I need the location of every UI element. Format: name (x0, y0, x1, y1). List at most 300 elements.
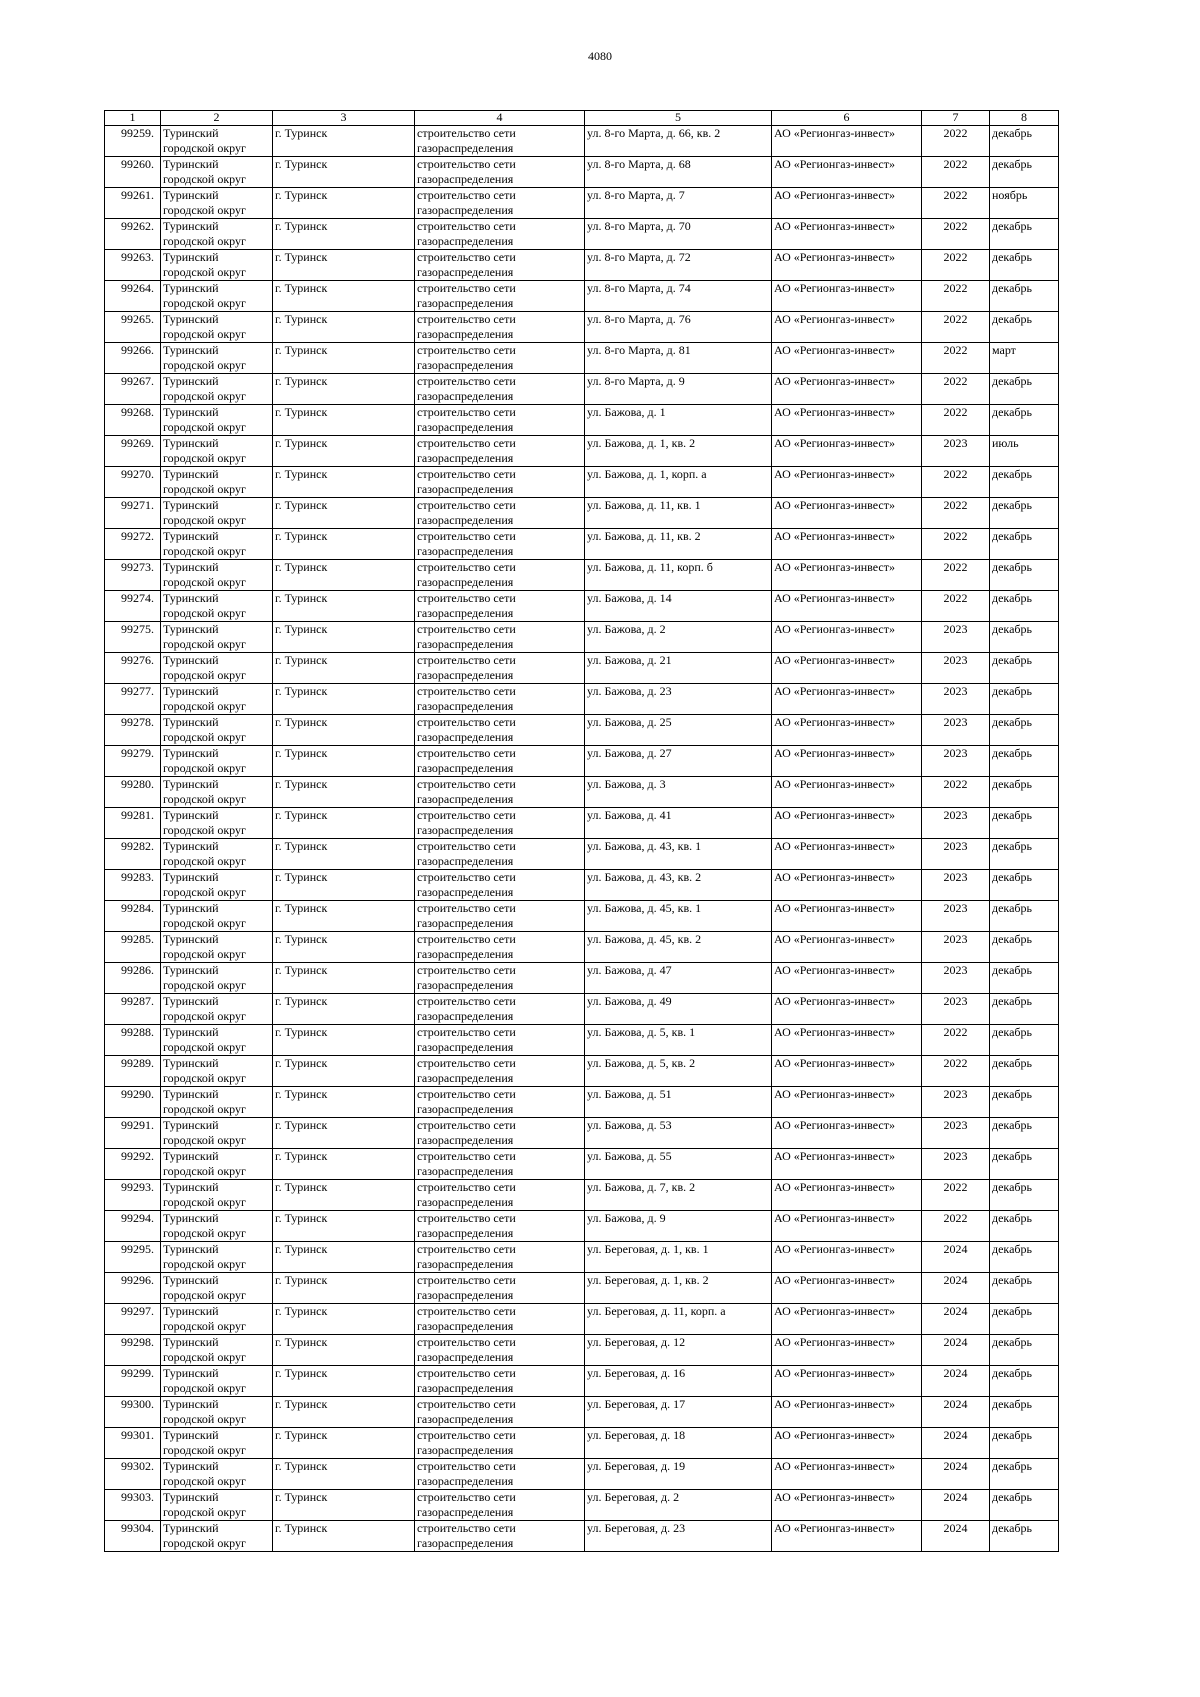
organization-cell (772, 932, 922, 963)
district-cell (161, 653, 273, 684)
month-cell-text: декабрь (992, 870, 1032, 884)
year-cell (922, 467, 990, 498)
organization-cell-text: АО «Регионгаз-инвест» (774, 1490, 895, 1504)
row-number-text: 99297. (121, 1304, 154, 1318)
town-cell (273, 1180, 415, 1211)
year-cell (922, 1335, 990, 1366)
row-number-text: 99266. (121, 343, 154, 357)
organization-cell-text: АО «Регионгаз-инвест» (774, 963, 895, 977)
organization-cell (772, 1180, 922, 1211)
month-cell (990, 1304, 1059, 1335)
work-type-cell (415, 901, 585, 932)
month-cell-text: декабрь (992, 1242, 1032, 1256)
row-number (105, 1149, 161, 1180)
organization-cell-text: АО «Регионгаз-инвест» (774, 622, 895, 636)
organization-cell (772, 1025, 922, 1056)
table-row (105, 1397, 1059, 1428)
organization-cell (772, 653, 922, 684)
row-number-text: 99272. (121, 529, 154, 543)
table-row (105, 653, 1059, 684)
row-number (105, 932, 161, 963)
year-cell-text: 2022 (943, 1180, 968, 1194)
month-cell-text: декабрь (992, 1304, 1032, 1318)
table-row (105, 1087, 1059, 1118)
town-cell-text: г. Туринск (275, 591, 328, 605)
work-type-cell-text: строительство сети газораспределения (417, 653, 516, 682)
district-cell-text: Туринский городской округ (163, 932, 246, 961)
district-cell-text: Туринский городской округ (163, 1056, 246, 1085)
organization-cell (772, 312, 922, 343)
row-number (105, 529, 161, 560)
work-type-cell (415, 746, 585, 777)
work-type-cell (415, 374, 585, 405)
month-cell (990, 1273, 1059, 1304)
row-number-text: 99289. (121, 1056, 154, 1070)
year-cell (922, 746, 990, 777)
year-cell-text: 2022 (943, 374, 968, 388)
district-cell-text: Туринский городской округ (163, 1304, 246, 1333)
town-cell-text: г. Туринск (275, 498, 328, 512)
district-cell-text: Туринский городской округ (163, 1025, 246, 1054)
district-cell-text: Туринский городской округ (163, 777, 246, 806)
district-cell (161, 312, 273, 343)
row-number (105, 963, 161, 994)
year-cell-text: 2023 (943, 1149, 968, 1163)
year-cell-text: 2024 (943, 1521, 968, 1535)
town-cell-text: г. Туринск (275, 1211, 328, 1225)
year-cell (922, 281, 990, 312)
town-cell-text: г. Туринск (275, 467, 328, 481)
work-type-cell-text: строительство сети газораспределения (417, 746, 516, 775)
row-number-text: 99265. (121, 312, 154, 326)
row-number (105, 870, 161, 901)
district-cell-text: Туринский городской округ (163, 870, 246, 899)
organization-cell-text: АО «Регионгаз-инвест» (774, 1025, 895, 1039)
month-cell-text: декабрь (992, 1521, 1032, 1535)
address-cell-text: ул. Береговая, д. 1, кв. 2 (587, 1273, 709, 1287)
address-cell-text: ул. 8-го Марта, д. 9 (587, 374, 685, 388)
town-cell-text: г. Туринск (275, 1087, 328, 1101)
district-cell-text: Туринский городской округ (163, 529, 246, 558)
work-type-cell (415, 839, 585, 870)
organization-cell-text: АО «Регионгаз-инвест» (774, 1242, 895, 1256)
organization-cell (772, 374, 922, 405)
organization-cell-text: АО «Регионгаз-инвест» (774, 219, 895, 233)
organization-cell-text: АО «Регионгаз-инвест» (774, 1397, 895, 1411)
district-cell (161, 374, 273, 405)
year-cell-text: 2024 (943, 1490, 968, 1504)
work-type-cell (415, 157, 585, 188)
row-number (105, 219, 161, 250)
organization-cell-text: АО «Регионгаз-инвест» (774, 1366, 895, 1380)
town-cell-text: г. Туринск (275, 1056, 328, 1070)
organization-cell-text: АО «Регионгаз-инвест» (774, 653, 895, 667)
organization-cell-text: АО «Регионгаз-инвест» (774, 1273, 895, 1287)
town-cell-text: г. Туринск (275, 343, 328, 357)
town-cell (273, 622, 415, 653)
month-cell-text: декабрь (992, 281, 1032, 295)
month-cell (990, 808, 1059, 839)
organization-cell-text: АО «Регионгаз-инвест» (774, 591, 895, 605)
organization-cell (772, 1490, 922, 1521)
town-cell-text: г. Туринск (275, 1273, 328, 1287)
table-row (105, 560, 1059, 591)
table-body (105, 111, 1059, 1552)
row-number (105, 746, 161, 777)
month-cell-text: декабрь (992, 901, 1032, 915)
row-number-text: 99271. (121, 498, 154, 512)
work-type-cell (415, 1490, 585, 1521)
year-cell-text: 2023 (943, 622, 968, 636)
district-cell-text: Туринский городской округ (163, 1428, 246, 1457)
row-number (105, 777, 161, 808)
work-type-cell-text: строительство сети газораспределения (417, 1242, 516, 1271)
row-number (105, 498, 161, 529)
month-cell (990, 901, 1059, 932)
work-type-cell (415, 250, 585, 281)
town-cell (273, 1149, 415, 1180)
town-cell (273, 560, 415, 591)
district-cell-text: Туринский городской округ (163, 1397, 246, 1426)
work-type-cell-text: строительство сети газораспределения (417, 529, 516, 558)
year-cell (922, 1025, 990, 1056)
district-cell-text: Туринский городской округ (163, 250, 246, 279)
year-cell-text: 2023 (943, 963, 968, 977)
row-number-text: 99303. (121, 1490, 154, 1504)
work-type-cell-text: строительство сети газораспределения (417, 839, 516, 868)
district-cell (161, 529, 273, 560)
row-number (105, 281, 161, 312)
year-cell-text: 2022 (943, 312, 968, 326)
district-cell-text: Туринский городской округ (163, 839, 246, 868)
organization-cell-text: АО «Регионгаз-инвест» (774, 343, 895, 357)
town-cell (273, 374, 415, 405)
address-cell-text: ул. Береговая, д. 11, корп. а (587, 1304, 726, 1318)
address-cell (585, 1459, 772, 1490)
town-cell (273, 405, 415, 436)
month-cell-text: декабрь (992, 1180, 1032, 1194)
town-cell-text: г. Туринск (275, 188, 328, 202)
year-cell (922, 1397, 990, 1428)
district-cell (161, 281, 273, 312)
month-cell (990, 1366, 1059, 1397)
work-type-cell (415, 219, 585, 250)
year-cell-text: 2024 (943, 1304, 968, 1318)
organization-cell (772, 777, 922, 808)
district-cell-text: Туринский городской округ (163, 808, 246, 837)
town-cell-text: г. Туринск (275, 963, 328, 977)
table-row (105, 219, 1059, 250)
work-type-cell-text: строительство сети газораспределения (417, 436, 516, 465)
organization-cell (772, 1366, 922, 1397)
district-cell-text: Туринский городской округ (163, 622, 246, 651)
year-cell-text: 2024 (943, 1366, 968, 1380)
district-cell (161, 591, 273, 622)
row-number-text: 99290. (121, 1087, 154, 1101)
town-cell (273, 1056, 415, 1087)
district-cell-text: Туринский городской округ (163, 1459, 246, 1488)
address-cell-text: ул. Бажова, д. 49 (587, 994, 672, 1008)
row-number (105, 684, 161, 715)
row-number-text: 99288. (121, 1025, 154, 1039)
month-cell-text: декабрь (992, 498, 1032, 512)
town-cell (273, 1025, 415, 1056)
district-cell (161, 808, 273, 839)
row-number (105, 560, 161, 591)
work-type-cell (415, 498, 585, 529)
year-cell-text: 2023 (943, 684, 968, 698)
district-cell-text: Туринский городской округ (163, 467, 246, 496)
address-cell-text: ул. Береговая, д. 19 (587, 1459, 686, 1473)
district-cell-text: Туринский городской округ (163, 1149, 246, 1178)
month-cell-text: июль (992, 436, 1019, 450)
town-cell-text: г. Туринск (275, 312, 328, 326)
year-cell (922, 932, 990, 963)
address-cell (585, 1521, 772, 1552)
organization-cell-text: АО «Регионгаз-инвест» (774, 1304, 895, 1318)
table-row (105, 1521, 1059, 1552)
row-number (105, 715, 161, 746)
month-cell (990, 1397, 1059, 1428)
address-cell (585, 250, 772, 281)
organization-cell (772, 839, 922, 870)
month-cell (990, 715, 1059, 746)
work-type-cell-text: строительство сети газораспределения (417, 1273, 516, 1302)
organization-cell-text: АО «Регионгаз-инвест» (774, 870, 895, 884)
organization-cell (772, 343, 922, 374)
district-cell (161, 1025, 273, 1056)
row-number-text: 99296. (121, 1273, 154, 1287)
address-cell-text: ул. Бажова, д. 23 (587, 684, 672, 698)
month-cell-text: декабрь (992, 1056, 1032, 1070)
row-number (105, 1459, 161, 1490)
district-cell-text: Туринский городской округ (163, 281, 246, 310)
town-cell-text: г. Туринск (275, 1242, 328, 1256)
district-cell (161, 1273, 273, 1304)
month-cell (990, 436, 1059, 467)
month-cell-text: декабрь (992, 746, 1032, 760)
month-cell (990, 684, 1059, 715)
organization-cell (772, 901, 922, 932)
month-cell (990, 281, 1059, 312)
row-number (105, 808, 161, 839)
address-cell (585, 1149, 772, 1180)
town-cell-text: г. Туринск (275, 1118, 328, 1132)
month-cell-text: декабрь (992, 1087, 1032, 1101)
work-type-cell-text: строительство сети газораспределения (417, 498, 516, 527)
month-cell (990, 467, 1059, 498)
year-cell (922, 1273, 990, 1304)
work-type-cell-text: строительство сети газораспределения (417, 963, 516, 992)
work-type-cell-text: строительство сети газораспределения (417, 715, 516, 744)
organization-cell (772, 870, 922, 901)
work-type-cell-text: строительство сети газораспределения (417, 343, 516, 372)
year-cell (922, 591, 990, 622)
month-cell (990, 622, 1059, 653)
work-type-cell-text: строительство сети газораспределения (417, 219, 516, 248)
address-cell (585, 963, 772, 994)
district-cell-text: Туринский городской округ (163, 1087, 246, 1116)
table-row (105, 467, 1059, 498)
district-cell (161, 436, 273, 467)
work-type-cell-text: строительство сети газораспределения (417, 808, 516, 837)
town-cell (273, 1304, 415, 1335)
year-cell-text: 2022 (943, 529, 968, 543)
district-cell (161, 963, 273, 994)
column-number: 8 (990, 111, 1059, 126)
year-cell-text: 2024 (943, 1335, 968, 1349)
year-cell (922, 901, 990, 932)
row-number-text: 99279. (121, 746, 154, 760)
organization-cell-text: АО «Регионгаз-инвест» (774, 498, 895, 512)
organization-cell (772, 715, 922, 746)
month-cell (990, 1025, 1059, 1056)
work-type-cell-text: строительство сети газораспределения (417, 374, 516, 403)
address-cell (585, 529, 772, 560)
row-number-text: 99301. (121, 1428, 154, 1442)
month-cell-text: декабрь (992, 622, 1032, 636)
year-cell (922, 715, 990, 746)
organization-cell-text: АО «Регионгаз-инвест» (774, 436, 895, 450)
work-type-cell (415, 343, 585, 374)
district-cell (161, 188, 273, 219)
town-cell (273, 715, 415, 746)
month-cell-text: декабрь (992, 777, 1032, 791)
work-type-cell-text: строительство сети газораспределения (417, 281, 516, 310)
organization-cell (772, 963, 922, 994)
month-cell-text: март (992, 343, 1016, 357)
organization-cell-text: АО «Регионгаз-инвест» (774, 374, 895, 388)
district-cell-text: Туринский городской округ (163, 963, 246, 992)
address-cell-text: ул. Бажова, д. 11, кв. 1 (587, 498, 701, 512)
work-type-cell (415, 529, 585, 560)
row-number (105, 901, 161, 932)
district-cell-text: Туринский городской округ (163, 405, 246, 434)
town-cell (273, 870, 415, 901)
year-cell (922, 808, 990, 839)
address-cell (585, 839, 772, 870)
work-type-cell-text: строительство сети газораспределения (417, 1335, 516, 1364)
address-cell (585, 374, 772, 405)
district-cell-text: Туринский городской округ (163, 1118, 246, 1147)
table-row (105, 1118, 1059, 1149)
work-type-cell (415, 994, 585, 1025)
month-cell-text: декабрь (992, 963, 1032, 977)
column-number: 7 (922, 111, 990, 126)
district-cell (161, 467, 273, 498)
row-number-text: 99260. (121, 157, 154, 171)
address-cell (585, 1242, 772, 1273)
month-cell (990, 1211, 1059, 1242)
work-type-cell-text: строительство сети газораспределения (417, 1366, 516, 1395)
row-number (105, 312, 161, 343)
work-type-cell (415, 1428, 585, 1459)
town-cell-text: г. Туринск (275, 281, 328, 295)
town-cell-text: г. Туринск (275, 1304, 328, 1318)
organization-cell-text: АО «Регионгаз-инвест» (774, 188, 895, 202)
town-cell (273, 529, 415, 560)
month-cell-text: декабрь (992, 1025, 1032, 1039)
month-cell (990, 312, 1059, 343)
town-cell-text: г. Туринск (275, 994, 328, 1008)
town-cell-text: г. Туринск (275, 777, 328, 791)
table-row (105, 1428, 1059, 1459)
town-cell (273, 281, 415, 312)
district-cell (161, 622, 273, 653)
organization-cell-text: АО «Регионгаз-инвест» (774, 932, 895, 946)
year-cell (922, 498, 990, 529)
row-number (105, 1118, 161, 1149)
year-cell (922, 1180, 990, 1211)
year-cell (922, 653, 990, 684)
column-number: 4 (415, 111, 585, 126)
address-cell-text: ул. Бажова, д. 43, кв. 1 (587, 839, 702, 853)
table-row (105, 157, 1059, 188)
work-type-cell (415, 1211, 585, 1242)
month-cell-text: декабрь (992, 808, 1032, 822)
address-cell-text: ул. Бажова, д. 45, кв. 2 (587, 932, 702, 946)
month-cell-text: декабрь (992, 653, 1032, 667)
table-row (105, 715, 1059, 746)
district-cell (161, 1180, 273, 1211)
row-number-text: 99276. (121, 653, 154, 667)
year-cell (922, 963, 990, 994)
row-number-text: 99299. (121, 1366, 154, 1380)
organization-cell (772, 808, 922, 839)
month-cell (990, 157, 1059, 188)
month-cell-text: декабрь (992, 250, 1032, 264)
table-row (105, 1490, 1059, 1521)
town-cell (273, 1242, 415, 1273)
work-type-cell (415, 436, 585, 467)
year-cell-text: 2022 (943, 498, 968, 512)
row-number (105, 1428, 161, 1459)
town-cell (273, 1397, 415, 1428)
table-row (105, 808, 1059, 839)
work-type-cell (415, 126, 585, 157)
town-cell (273, 932, 415, 963)
row-number-text: 99300. (121, 1397, 154, 1411)
town-cell (273, 746, 415, 777)
district-cell-text: Туринский городской округ (163, 498, 246, 527)
address-cell-text: ул. Бажова, д. 3 (587, 777, 666, 791)
row-number (105, 157, 161, 188)
row-number (105, 1521, 161, 1552)
town-cell (273, 808, 415, 839)
table-row (105, 1180, 1059, 1211)
year-cell-text: 2023 (943, 932, 968, 946)
town-cell-text: г. Туринск (275, 839, 328, 853)
address-cell (585, 157, 772, 188)
organization-cell (772, 529, 922, 560)
organization-cell (772, 684, 922, 715)
address-cell-text: ул. 8-го Марта, д. 66, кв. 2 (587, 126, 721, 140)
month-cell (990, 529, 1059, 560)
organization-cell-text: АО «Регионгаз-инвест» (774, 1118, 895, 1132)
work-type-cell (415, 312, 585, 343)
work-type-cell (415, 1180, 585, 1211)
year-cell-text: 2022 (943, 250, 968, 264)
month-cell-text: декабрь (992, 1273, 1032, 1287)
work-type-cell (415, 932, 585, 963)
district-cell-text: Туринский городской округ (163, 1335, 246, 1364)
work-type-cell (415, 1335, 585, 1366)
district-cell (161, 126, 273, 157)
organization-cell (772, 188, 922, 219)
district-cell-text: Туринский городской округ (163, 188, 246, 217)
year-cell (922, 560, 990, 591)
town-cell-text: г. Туринск (275, 250, 328, 264)
